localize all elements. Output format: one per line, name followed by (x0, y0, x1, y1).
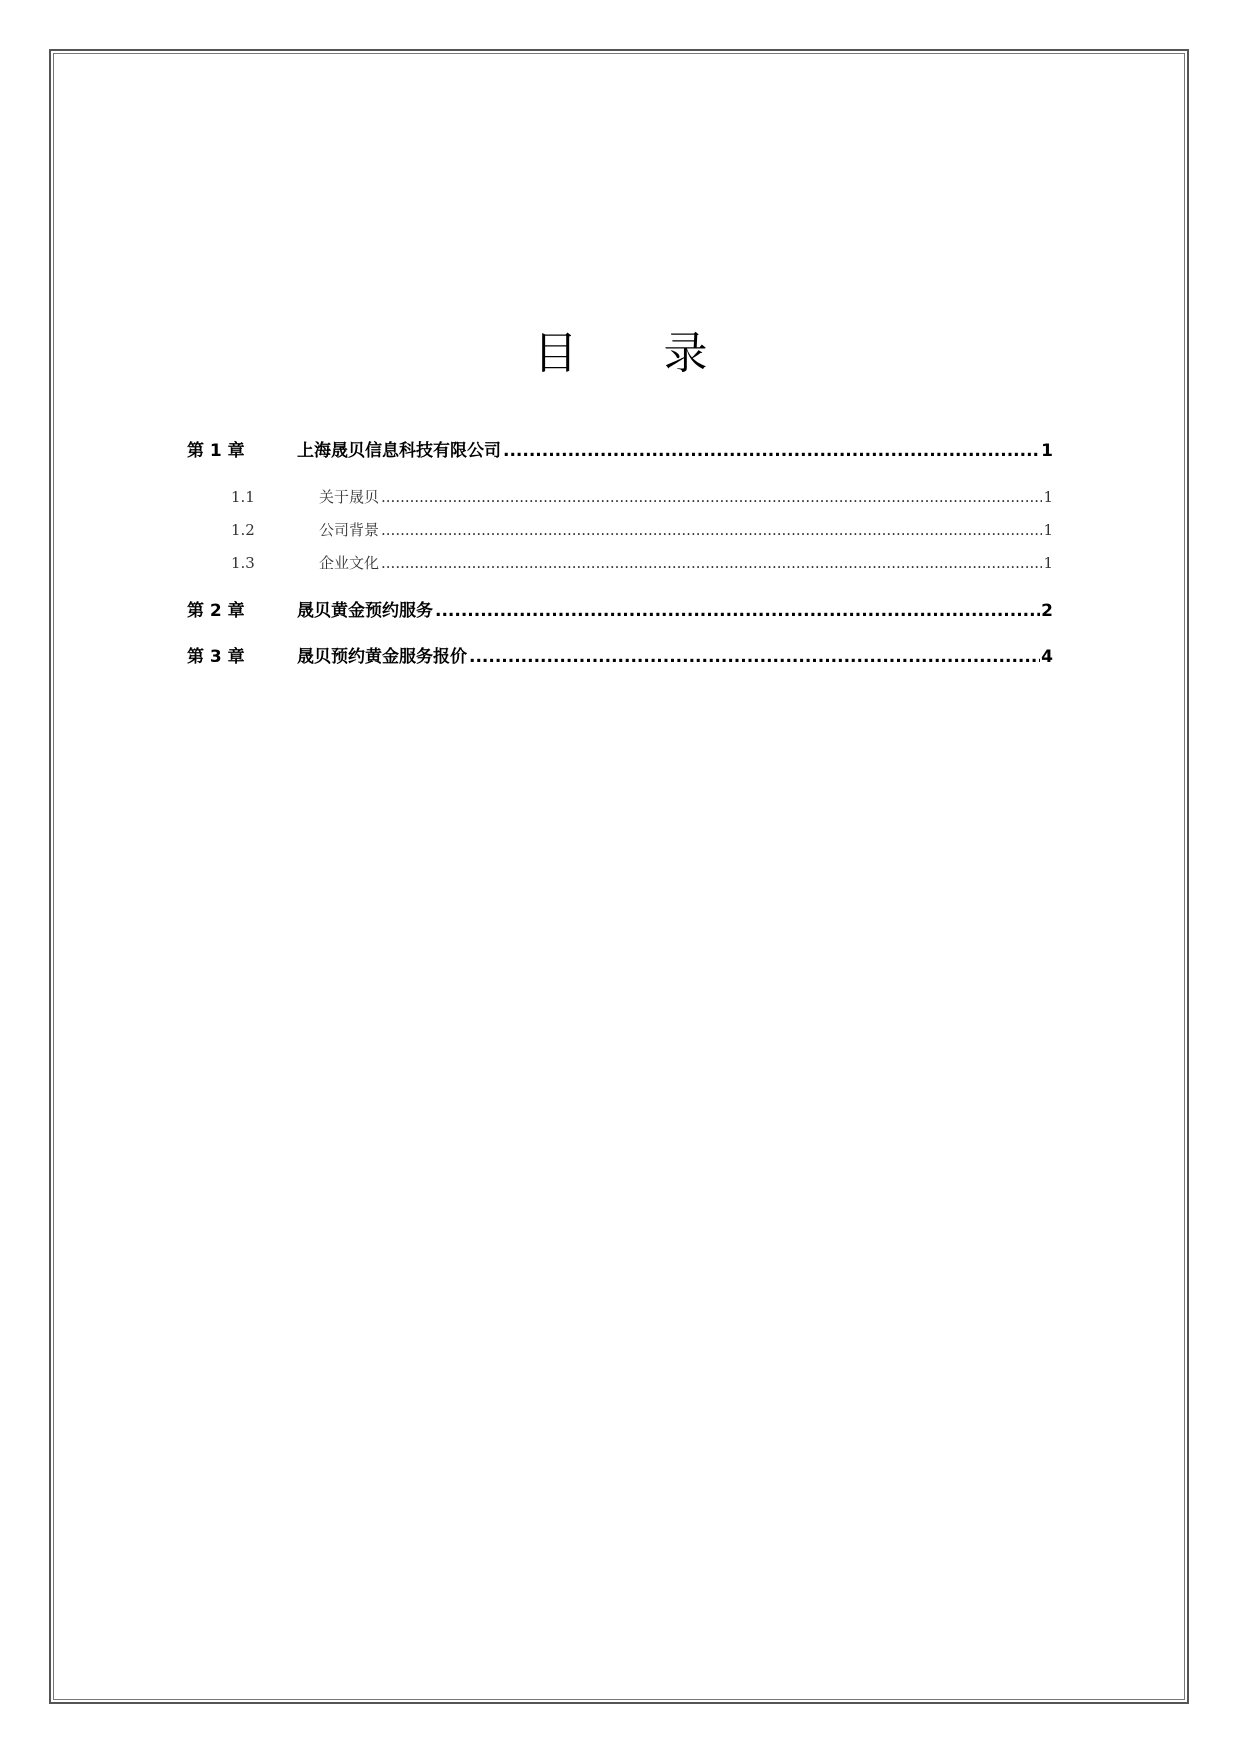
toc-entry-label: 晟贝黄金预约服务 (297, 601, 433, 621)
toc-entry-label: 企业文化 (319, 554, 380, 572)
toc-entry-page: 1 (1043, 554, 1053, 572)
toc-entry-number: 第 3 章 (187, 647, 245, 667)
toc-entry-label: 晟贝预约黄金服务报价 (297, 647, 467, 667)
page-border-inner (53, 53, 1185, 1700)
toc-entry-number: 第 1 章 (187, 441, 245, 461)
toc-entry-section-1-3[interactable] (187, 552, 1053, 573)
toc-entry-chapter-2[interactable] (187, 596, 1053, 621)
toc-entry-number: 1.2 (231, 521, 255, 539)
toc-leader-dots (469, 647, 1040, 667)
toc-leader-dots (503, 441, 1040, 461)
toc-entry-label: 关于晟贝 (319, 488, 380, 506)
toc-entry-number: 1.1 (231, 488, 255, 506)
toc-entry-page: 1 (1043, 521, 1053, 539)
toc-entry-section-1-2[interactable] (187, 519, 1053, 540)
toc-title: 目 录 (533, 328, 744, 379)
toc-entry-page: 1 (1041, 441, 1053, 461)
toc-leader-dots (381, 521, 1042, 539)
toc-leader-dots (435, 601, 1040, 621)
toc-leader-dots (381, 488, 1042, 506)
toc-leader-dots (381, 554, 1042, 572)
toc-entry-section-1-1[interactable] (187, 486, 1053, 507)
toc-entry-page: 4 (1041, 647, 1053, 667)
toc-entry-chapter-3[interactable] (187, 642, 1053, 667)
toc-entry-number: 1.3 (231, 554, 255, 572)
toc-entry-page: 1 (1043, 488, 1053, 506)
toc-entry-label: 上海晟贝信息科技有限公司 (297, 441, 501, 461)
toc-entry-label: 公司背景 (319, 521, 380, 539)
toc-entry-page: 2 (1041, 601, 1053, 621)
toc-entry-chapter-1[interactable] (187, 436, 1053, 461)
toc-entry-number: 第 2 章 (187, 601, 245, 621)
